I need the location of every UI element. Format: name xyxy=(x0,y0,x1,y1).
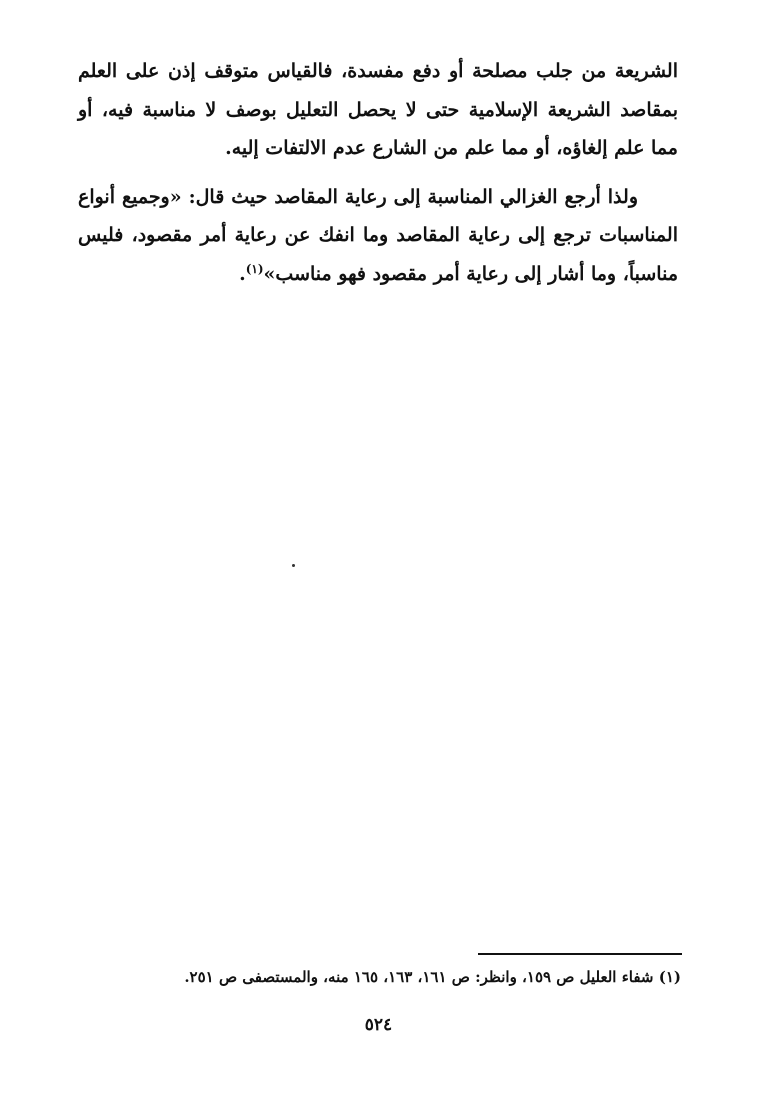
footnote-reference[interactable]: (١) xyxy=(245,261,264,276)
paragraph-2-line-2: أنواع المناسبات ترجع إلى رعاية المقاصد وما انفك عن رعاية أمر مقصود، xyxy=(78,185,678,246)
print-speck xyxy=(292,564,295,567)
paragraph-2-line-3: فليس مناسباً، وما أشار إلى رعاية أمر مقصود فهو مناسب» xyxy=(78,224,678,285)
paragraph-1 xyxy=(78,52,678,168)
paragraph-2 xyxy=(78,178,678,294)
footnote-marker: (١) xyxy=(658,968,681,986)
paragraph-1-line-2: بمقاصد الشريعة الإسلامية حتى لا يحصل التعليل بوصف لا مناسبة فيه، أو xyxy=(78,98,678,121)
main-text xyxy=(78,52,678,293)
paragraph-1-line-3: مما علم إلغاؤه، أو مما علم من الشارع عدم الالتفات إليه. xyxy=(225,137,678,159)
paragraph-2-line-1: ولذا أرجع الغزالي المناسبة إلى رعاية المقاصد حيث قال: «وجميع xyxy=(121,185,638,208)
footnote-text: شفاء العليل ص ١٥٩، وانظر: ص ١٦١، ١٦٣، ١٦٥ منه، والمستصفى ص ٢٥١. xyxy=(184,968,654,986)
paragraph-1-line-1: الشريعة من جلب مصلحة أو دفع مفسدة، فالقياس متوقف إذن على العلم xyxy=(78,60,678,82)
footnote xyxy=(78,962,681,992)
footnote-separator xyxy=(478,953,682,955)
paragraph-2-trailing-period: . xyxy=(239,262,246,285)
page-number: ٥٢٤ xyxy=(364,1015,393,1035)
